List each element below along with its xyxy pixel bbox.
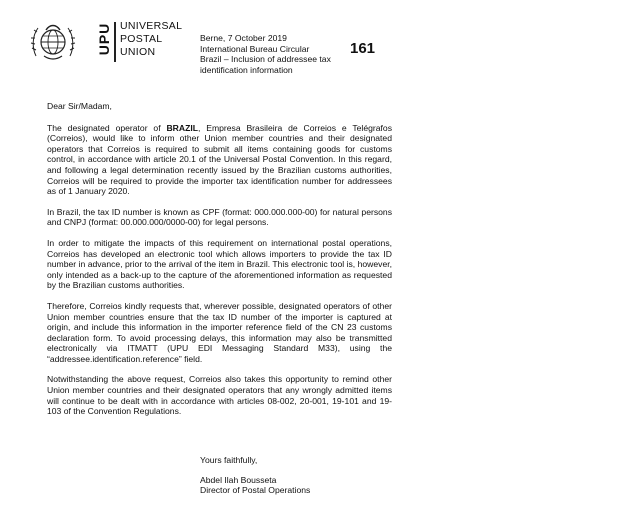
subject-line-2: identification information (200, 64, 293, 75)
upu-globe-emblem-icon (30, 20, 76, 64)
country-name: BRAZIL (166, 122, 198, 133)
logo-line-1: UNIVERSAL (120, 20, 183, 32)
greeting: Dear Sir/Madam, (47, 101, 112, 111)
circular-number: 161 (350, 40, 376, 57)
circular-header (200, 33, 370, 75)
sign-off: Yours faithfully, (200, 455, 258, 465)
letter-closing (200, 455, 310, 496)
place-date: Berne, 7 October 2019 (200, 33, 287, 43)
p1-rest: , Empresa Brasileira de Correios e Telégrafos (Correios), would like to inform other Union member countries and their designated operators that Correios is required to submit all items containing goods for customs control, in accordance with article 20.1 of the Universal Postal Convention. In this regard, and following a legal determination recently issued by the Brazilian customs authorities, Correios will be required to provide the importer tax identification number for addressees as of 1 January 2020. (47, 122, 392, 197)
logo-line-3: UNION (120, 46, 156, 58)
document-type: International Bureau Circular (200, 43, 310, 54)
paragraph-1 (47, 123, 392, 197)
letter-body (47, 101, 392, 427)
logo-line-2: POSTAL (120, 33, 163, 45)
subject-line-1: Brazil – Inclusion of addressee tax (200, 54, 331, 65)
signatory-name: Abdel Ilah Bousseta (200, 474, 277, 485)
p1-lead: The designated operator of (47, 122, 167, 133)
upu-logo (30, 20, 183, 64)
logo-org-name (120, 20, 182, 59)
paragraph-4: Therefore, Correios kindly requests that, wherever possible, designated operators of other Union member countries ensure that the tax ID number of the importer is captured at origin, and include this information in the importer reference field of the CN 23 customs declaration form. To avoid processing delays, this information may also be transmitted electronically via ITMATT (UPU EDI Messaging Standard M33), using the “addressee.identification.reference” field. (47, 300, 392, 364)
logo-abbreviation: UPU (96, 22, 112, 56)
paragraph-2: In Brazil, the tax ID number is known as CPF (format: 000.000.000-00) for natural persons and CNPJ (format: 00.000.000/0000-00) for legal persons. (47, 206, 392, 228)
paragraph-5: Notwithstanding the above request, Correios also takes this opportunity to remind other Union member countries and their designated operators that any wrongly admitted items will continue to be dealt with in accordance with articles 08-002, 20-001, 19-101 and 19-103 of the Convention Regulations. (47, 374, 392, 417)
paragraph-3: In order to mitigate the impacts of this requirement on international postal operations, Correios has developed an electronic tool which allows importers to provide the tax ID number in advance, prior to the arrival of the item in Brazil. This electronic tool is, however, only intended as a back-up to the capture of the aforementioned information as requested by the Brazilian customs authorities. (47, 237, 392, 291)
signatory-title: Director of Postal Operations (200, 485, 311, 496)
logo-divider (114, 22, 116, 62)
